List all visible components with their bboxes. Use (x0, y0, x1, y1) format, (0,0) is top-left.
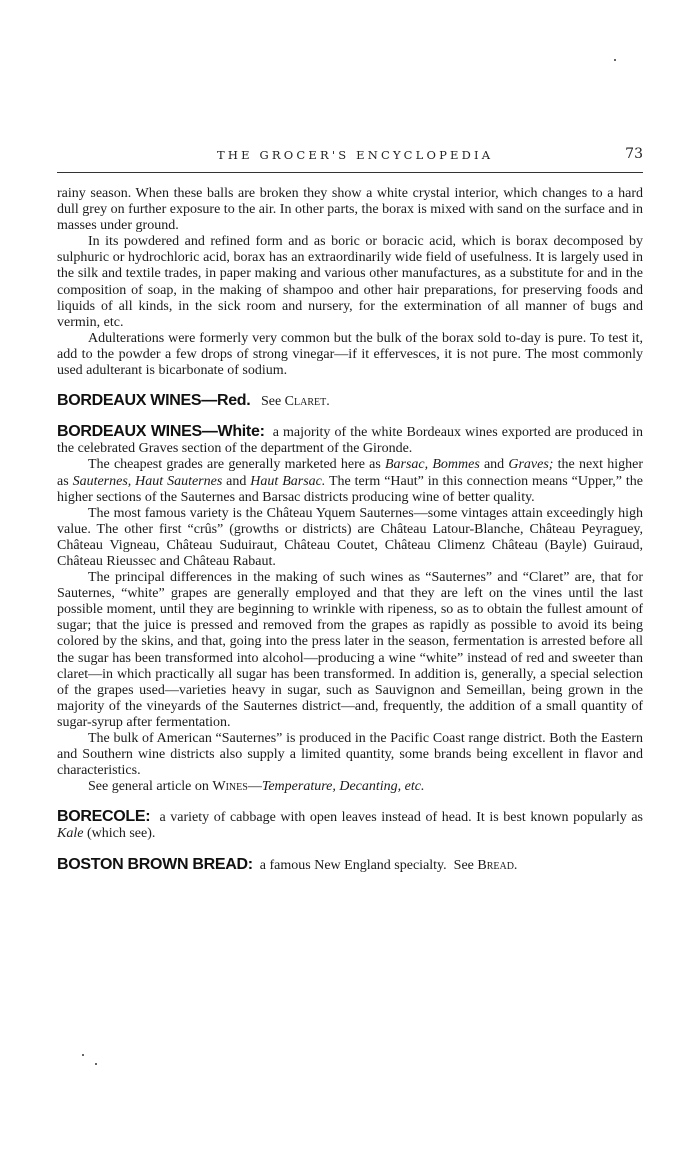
cross-reference-link[interactable]: Bread. (477, 857, 518, 873)
paragraph: The principal differences in the making of such wines as “Sauternes” and “Claret” are, that for Sauternes, “white” grapes are generally employed and that they are left on the vines until the last possible moment, until they are beginning to wrinkle with ripeness, so as to obtain the fullest amount of sugar; that the juice is pressed and removed from the grapes as rapidly as possible to avoid its being colored by the skins, and that, going into the press later in the season, fermentation is arrested before all the sugar has been transformed into alcohol—producing a wine “white” instead of red and sweeter than claret—in which practically all sugar has been transformed. In addition is, generally, a special selection of the grapes used—varieties heavy in sugar, such as Sauvignon and Semeillan, being grown in the majority of the vineyards of the Sauternes district—and, frequently, the addition of a small quantity of sugar-syrup after fermentation. (57, 570, 643, 730)
page-speck (614, 59, 616, 61)
paragraph: rainy season. When these balls are broken they show a white crystal interior, which changes to a hard dull grey on further exposure to the air. In other parts, the borax is mixed with sand on the surface and in masses under ground. (57, 186, 643, 234)
entry-borecole: BORECOLE: a variety of cabbage with open leaves instead of head. It is best known popularly as Kale (which see). (57, 808, 643, 842)
paragraph: See general article on Wines—Temperature, Decanting, etc. (88, 779, 425, 795)
headword: BORECOLE: (57, 808, 151, 826)
book-page (57, 146, 643, 874)
entry-bordeaux-white (57, 424, 643, 795)
see-prefix: See (453, 857, 474, 873)
running-head (57, 146, 643, 166)
page-speck (82, 1054, 84, 1056)
paragraph: The most famous variety is the Château Yquem Sauternes—some vintages attain exceedingly high value. The other first “crûs” (growths or districts) are Château Latour-Blanche, Château Peyraguey, Château Vigneau, Château Suduiraut, Château Coutet, Château Climenz Château (Bayle) Guiraud, Château Rieussec and Château Rabaut. (57, 505, 643, 569)
borax-continuation (57, 186, 643, 379)
definition: a famous New England specialty. (259, 857, 447, 873)
cross-reference-link[interactable]: Wines (212, 779, 248, 795)
paragraph: The bulk of American “Sauternes” is produced in the Pacific Coast range district. Both the Eastern and Southern wine districts also supply a limited quantity, some brands being excellent in flavor and characteristics. (57, 731, 643, 779)
page-number: 73 (625, 146, 643, 162)
cross-reference-link[interactable]: Claret. (284, 394, 330, 410)
paragraph: Adulterations were formerly very common but the bulk of the borax sold to-day is pure. To test it, add to the powder a few drops of strong vinegar—if it effervesces, it is not pure. The most commonly used adulterant is bicarbonate of sodium. (57, 330, 643, 379)
entry-boston-brown-bread (57, 857, 643, 874)
definition: a majority of the white Bordeaux wines exported are produced in the celebrated Graves section of the department of the Gironde. (57, 425, 643, 457)
headword: BORDEAUX WINES—Red. (57, 392, 251, 410)
see-prefix: See (260, 394, 282, 410)
paragraph: The cheapest grades are generally marketed here as Barsac, Bommes and Graves; the next higher as Sauternes, Haut Sauternes and Haut Barsac. The term “Haut” in this connection means “Upper,” the higher sections of the Sauternes and Barsac districts producing wine of better quality. (57, 457, 643, 505)
entry-bordeaux-red (57, 393, 643, 410)
header-rule (57, 172, 643, 173)
headword: BOSTON BROWN BREAD: (57, 855, 253, 873)
running-head-title: THE GROCER'S ENCYCLOPEDIA (217, 148, 494, 162)
paragraph: In its powdered and refined form and as boric or boracic acid, which is borax decomposed by sulphuric or hydrochloric acid, borax has an extraordinarily wide field of usefulness. It is largely used in the silk and textile trades, in paper making and various other manufactures, as a substitute for and in the composition of soap, in the making of shampoo and other hair preparations, for preserving foods and liquids of all kinds, in the sick room and nursery, for the extermination of all manner of bugs and vermin, etc. (57, 234, 643, 330)
page-speck (95, 1063, 97, 1065)
headword: BORDEAUX WINES—White: (57, 423, 265, 441)
cross-reference-link[interactable]: Kale (57, 826, 84, 842)
